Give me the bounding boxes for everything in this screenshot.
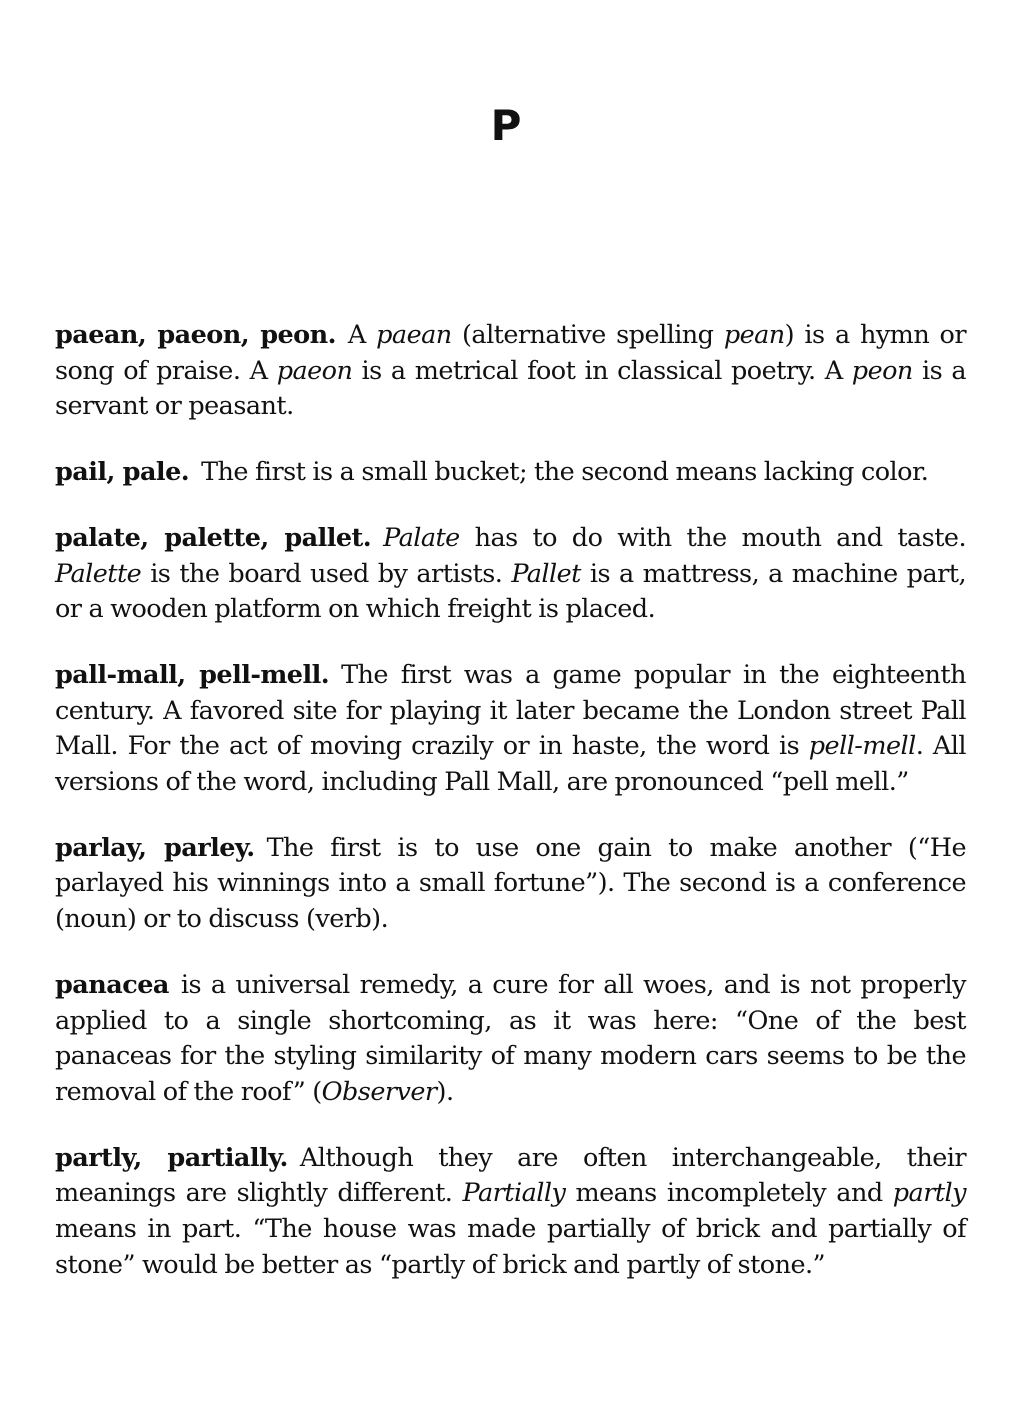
entry-text: is a mattress, a machine part, or a wooden platform on which freight is placed. <box>55 558 966 625</box>
entry-term: pail, pale. <box>55 457 190 488</box>
section-letter-heading: P <box>490 101 522 150</box>
entry-text: means in part. “The house was made partially of brick and partially of stone” would be better as “partly of brick and partly of stone.” <box>55 1214 966 1280</box>
entry-text: ) is a hymn or song of praise. A <box>55 320 966 386</box>
entry-term: paean, paeon, peon. <box>55 320 336 350</box>
usage-entry <box>55 521 966 628</box>
usage-entry <box>55 658 966 801</box>
entry-text: is the board used by artists. <box>141 558 512 589</box>
entry-text: A <box>347 320 377 350</box>
italic-word: pean <box>723 320 785 350</box>
entry-term: pall-mall, pell-mell. <box>55 659 330 690</box>
italic-word: Palette <box>55 558 142 589</box>
italic-word: Pallet <box>511 558 581 589</box>
entry-text: (alternative spelling <box>451 320 724 350</box>
entry-text: . All versions of the word, including Pall Mall, are pronounced “pell mell.” <box>55 731 966 798</box>
entry-text: is a metrical foot in classical poetry. A <box>352 355 852 386</box>
entry-text: is a universal remedy, a cure for all woes, and is not properly applied to a single shortcoming, as it was here: “One of the best panaceas for the styling similarity of many modern cars seems to be the removal of the roof” ( <box>55 969 966 1107</box>
entry-text: The first is a small bucket; the second means lacking color. <box>201 457 929 488</box>
entry-term: partly, partially. <box>55 1142 288 1173</box>
entry-text: The first was a game popular in the eighteenth century. A favored site for playing it later became the London street Pall Mall. For the act of moving crazily or in haste, the word is <box>55 659 966 762</box>
italic-word: Partially <box>462 1178 566 1209</box>
entry-term: panacea <box>55 969 169 1000</box>
entry-text: ). <box>436 1076 454 1107</box>
italic-word: paean <box>376 320 452 350</box>
italic-word: paeon <box>276 355 353 386</box>
italic-word: Observer <box>321 1076 437 1107</box>
italic-word: partly <box>892 1178 966 1209</box>
entry-text: has to do with the mouth and taste. <box>459 522 967 553</box>
italic-word: pell-mell <box>808 731 916 762</box>
entry-list <box>55 318 966 1313</box>
entry-text: means incompletely and <box>565 1178 893 1209</box>
entry-text: is a servant or peasant. <box>55 355 967 422</box>
usage-entry <box>55 455 966 491</box>
usage-entry <box>55 1141 966 1284</box>
entry-term: parlay, parley. <box>55 832 255 863</box>
usage-entry <box>55 968 966 1111</box>
italic-word: Palate <box>383 522 460 553</box>
usage-entry <box>55 831 966 938</box>
italic-word: peon <box>851 355 913 386</box>
usage-entry <box>55 318 966 425</box>
entry-text: The first is to use one gain to make another (“He parlayed his winnings into a small fortune”). The second is a conference (noun) or to discuss (verb). <box>55 832 966 935</box>
entry-term: palate, palette, pallet. <box>55 522 372 553</box>
entry-text: Although they are often interchangeable, their meanings are slightly different. <box>55 1142 967 1209</box>
